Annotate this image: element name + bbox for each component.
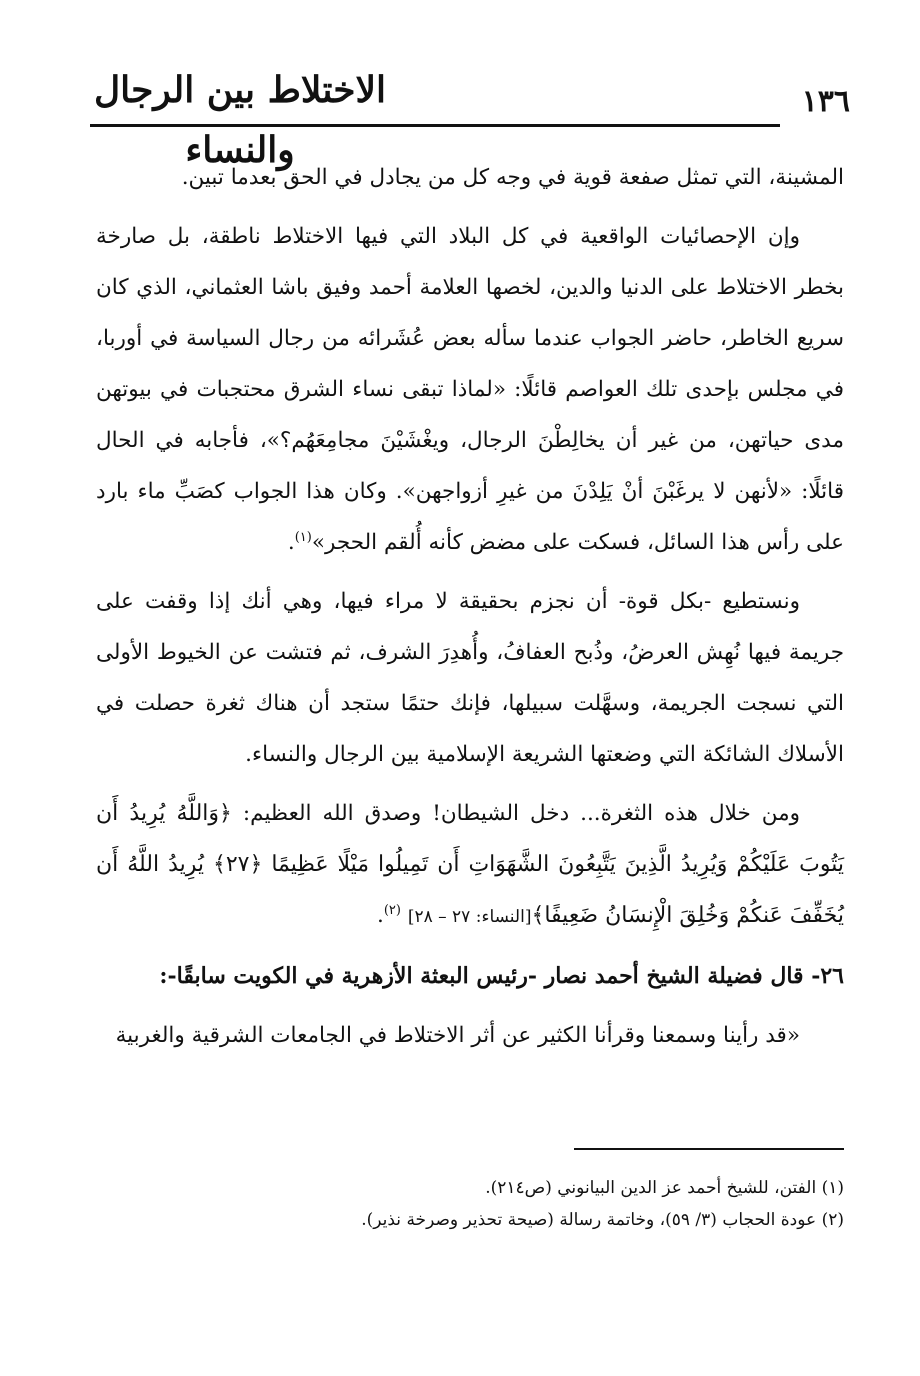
running-title: الاختلاط بين الرجال والنساء xyxy=(94,69,386,171)
paragraph-conclusion: ونستطيع -بكل قوة- أن نجزم بحقيقة لا مراء فيها، وهي أنك إذا وقفت على جريمة فيها نُهِش العرضُ، وذُبح العفافُ، وأُهدِرَ الشرف، ثم فتشت عن الخيوط الأولى التي نسجت الجريمة، وسهَّلت سبيلها، فإنك حتمًا ستجد أن هناك ثغرة حصلت في الأسلاك الشائكة التي وضعتها الشريعة الإسلامية بين الرجال والنساء. xyxy=(96,589,844,767)
footnote-rule xyxy=(574,1148,844,1150)
page-number: ١٣٦ xyxy=(801,84,850,119)
paragraph-continuation: المشينة، التي تمثل صفعة قوية في وجه كل من يجادل في الحق بعدما تبين. xyxy=(181,165,844,190)
running-header xyxy=(90,60,850,171)
footnote-ref-2: (٢) xyxy=(383,902,401,918)
footnotes xyxy=(144,1172,844,1236)
verse-reference: [النساء: ٢٧ – ٢٨] xyxy=(407,907,532,927)
main-text xyxy=(96,152,844,1061)
paragraph-quran-end: . xyxy=(377,903,384,928)
paragraph-quran xyxy=(96,788,844,943)
header-rule xyxy=(90,124,780,127)
footnote-ref-1: (١) xyxy=(294,529,312,545)
paragraph-statistics-text: وإن الإحصائيات الواقعية في كل البلاد التي فيها الاختلاط ناطقة، بل صارخة بخطر الاختلاط على الدنيا والدين، لخصها العلامة أحمد وفيق باشا العثماني، الذي كان سريع الخاطر، حاضر الجواب عندما سأله بعض عُشَرائه من رجال السياسة في أوربا، في مجلس بإحدى تلك العواصم قائلًا: «لماذا تبقى نساء الشرق محتجبات في بيوتهن مدى حياتهن، من غير أن يخالِطْنَ الرجال، ويغْشَيْنَ مجامِعَهُم؟»، فأجابه في الحال قائلًا: «لأنهن لا يرغَبْنَ أنْ يَلِدْنَ من غيرِ أزواجهن». وكان هذا الجواب كصَبِّ ماء بارد على رأس هذا السائل، فسكت على مضض كأنه أُلقم الحجر» xyxy=(96,224,844,555)
quran-verse: ﴿وَاللَّهُ يُرِيدُ أَن يَتُوبَ عَلَيْكُمْ وَيُرِيدُ الَّذِينَ يَتَّبِعُونَ الشَّهَوَاتِ أَن تَمِيلُوا مَيْلًا عَظِيمًا ﴿٢٧﴾ يُرِيدُ اللَّهُ أَن يُخَفِّفَ عَنكُمْ وَخُلِقَ الْإِنسَانُ ضَعِيفًا﴾ xyxy=(96,801,845,928)
footnote-2: (٢) عودة الحجاب (٣/ ٥٩)، وخاتمة رسالة (صيحة تحذير وصرخة نذير). xyxy=(361,1210,844,1230)
paragraph-quran-intro: ومن خلال هذه الثغرة... دخل الشيطان! وصدق الله العظيم: xyxy=(231,801,800,826)
paragraph-quote-start: «قد رأينا وسمعنا وقرأنا الكثير عن أثر الاختلاط في الجامعات الشرقية والغربية xyxy=(115,1023,800,1048)
section-heading: ٢٦- قال فضيلة الشيخ أحمد نصار -رئيس البعثة الأزهرية في الكويت سابقًا-: xyxy=(159,963,844,989)
footnote-1: (١) الفتن، للشيخ أحمد عز الدين البيانوني (ص٢١٤). xyxy=(485,1178,844,1198)
paragraph-statistics: وإن الإحصائيات الواقعية في كل البلاد التي فيها الاختلاط ناطقة، بل صارخة بخطر الاختلاط على الدنيا والدين، لخصها العلامة أحمد وفيق باشا العثماني، الذي كان سريع الخاطر، حاضر الجواب عندما سأله بعض عُشَرائه من رجال السياسة في أوربا، في مجلس بإحدى تلك العواصم قائلًا: «لماذا تبقى نساء الشرق محتجبات في بيوتهن مدى حياتهن، من غير أن يخالِطْنَ الرجال، ويغْشَيْنَ مجامِعَهُم؟»، فأجابه في الحال قائلًا: «لأنهن لا يرغَبْنَ أنْ يَلِدْنَ من غيرِ أزواجهن». وكان هذا الجواب كصَبِّ ماء بارد على رأس هذا السائل، فسكت على مضض كأنه أُلقم الحجر»$^{(١)}$. xyxy=(96,224,844,555)
